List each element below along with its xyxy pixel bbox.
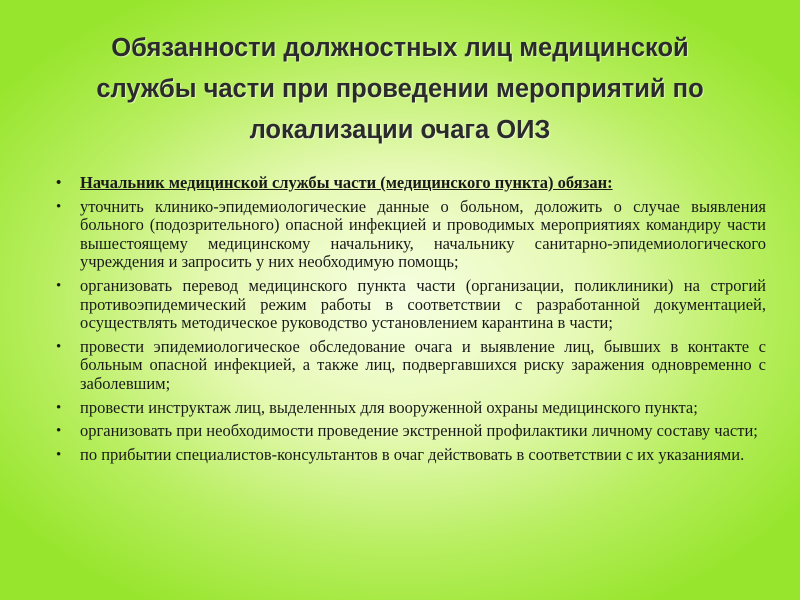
list-item [54, 446, 766, 465]
list-item-text: провести эпидемиологическое обследование очага и выявление лиц, бывших в контакте с больным опасной инфекцией, а также лиц, подвергавшихся риску заражения одновременно с заболевшим; [80, 336, 766, 393]
bullet-icon: • [56, 175, 62, 191]
list-item-text: уточнить клинико-эпидемиологические данные о больном, доложить о случае выявления больного (подозрительного) опасной инфекцией и проводимых мероприятиях командиру части вышестоящему медицинскому начальнику, начальнику санитарно-эпидемиологического учреждения и запросить у них необходимую помощь; [80, 196, 766, 272]
list-item-text: провести инструктаж лиц, выделенных для вооруженной охраны медицинского пункта; [80, 397, 698, 417]
list-item-text: организовать перевод медицинского пункта части (организации, поликлиники) на строгий противоэпидемический режим работы в соответствии с разработанной документацией, осуществлять методическое руководство установлением карантина в части; [80, 275, 766, 333]
bullet-icon: • [56, 277, 62, 294]
list-heading [54, 174, 766, 193]
list-item-text: по прибытии специалистов-консультантов в очаг действовать в соответствии с их указаниями. [80, 444, 745, 464]
list-heading-text: Начальник медицинской службы части (медицинского пункта) обязан: [80, 173, 613, 192]
list-item [54, 399, 766, 418]
list-item [54, 277, 766, 333]
bullet-icon: • [56, 338, 62, 355]
bullet-icon: • [56, 198, 62, 215]
list-item-text: организовать при необходимости проведение экстренной профилактики личному составу части; [80, 421, 758, 441]
bullet-list [54, 174, 766, 469]
list-item [54, 338, 766, 394]
bullet-icon: • [56, 446, 62, 463]
list-item [54, 422, 766, 441]
bullet-icon: • [56, 399, 62, 416]
bullet-icon: • [56, 423, 62, 440]
list-item [54, 198, 766, 272]
slide-title: Обязанности должностных лиц медицинской службы части при проведении мероприятий по локализации очага ОИЗ [96, 34, 704, 144]
